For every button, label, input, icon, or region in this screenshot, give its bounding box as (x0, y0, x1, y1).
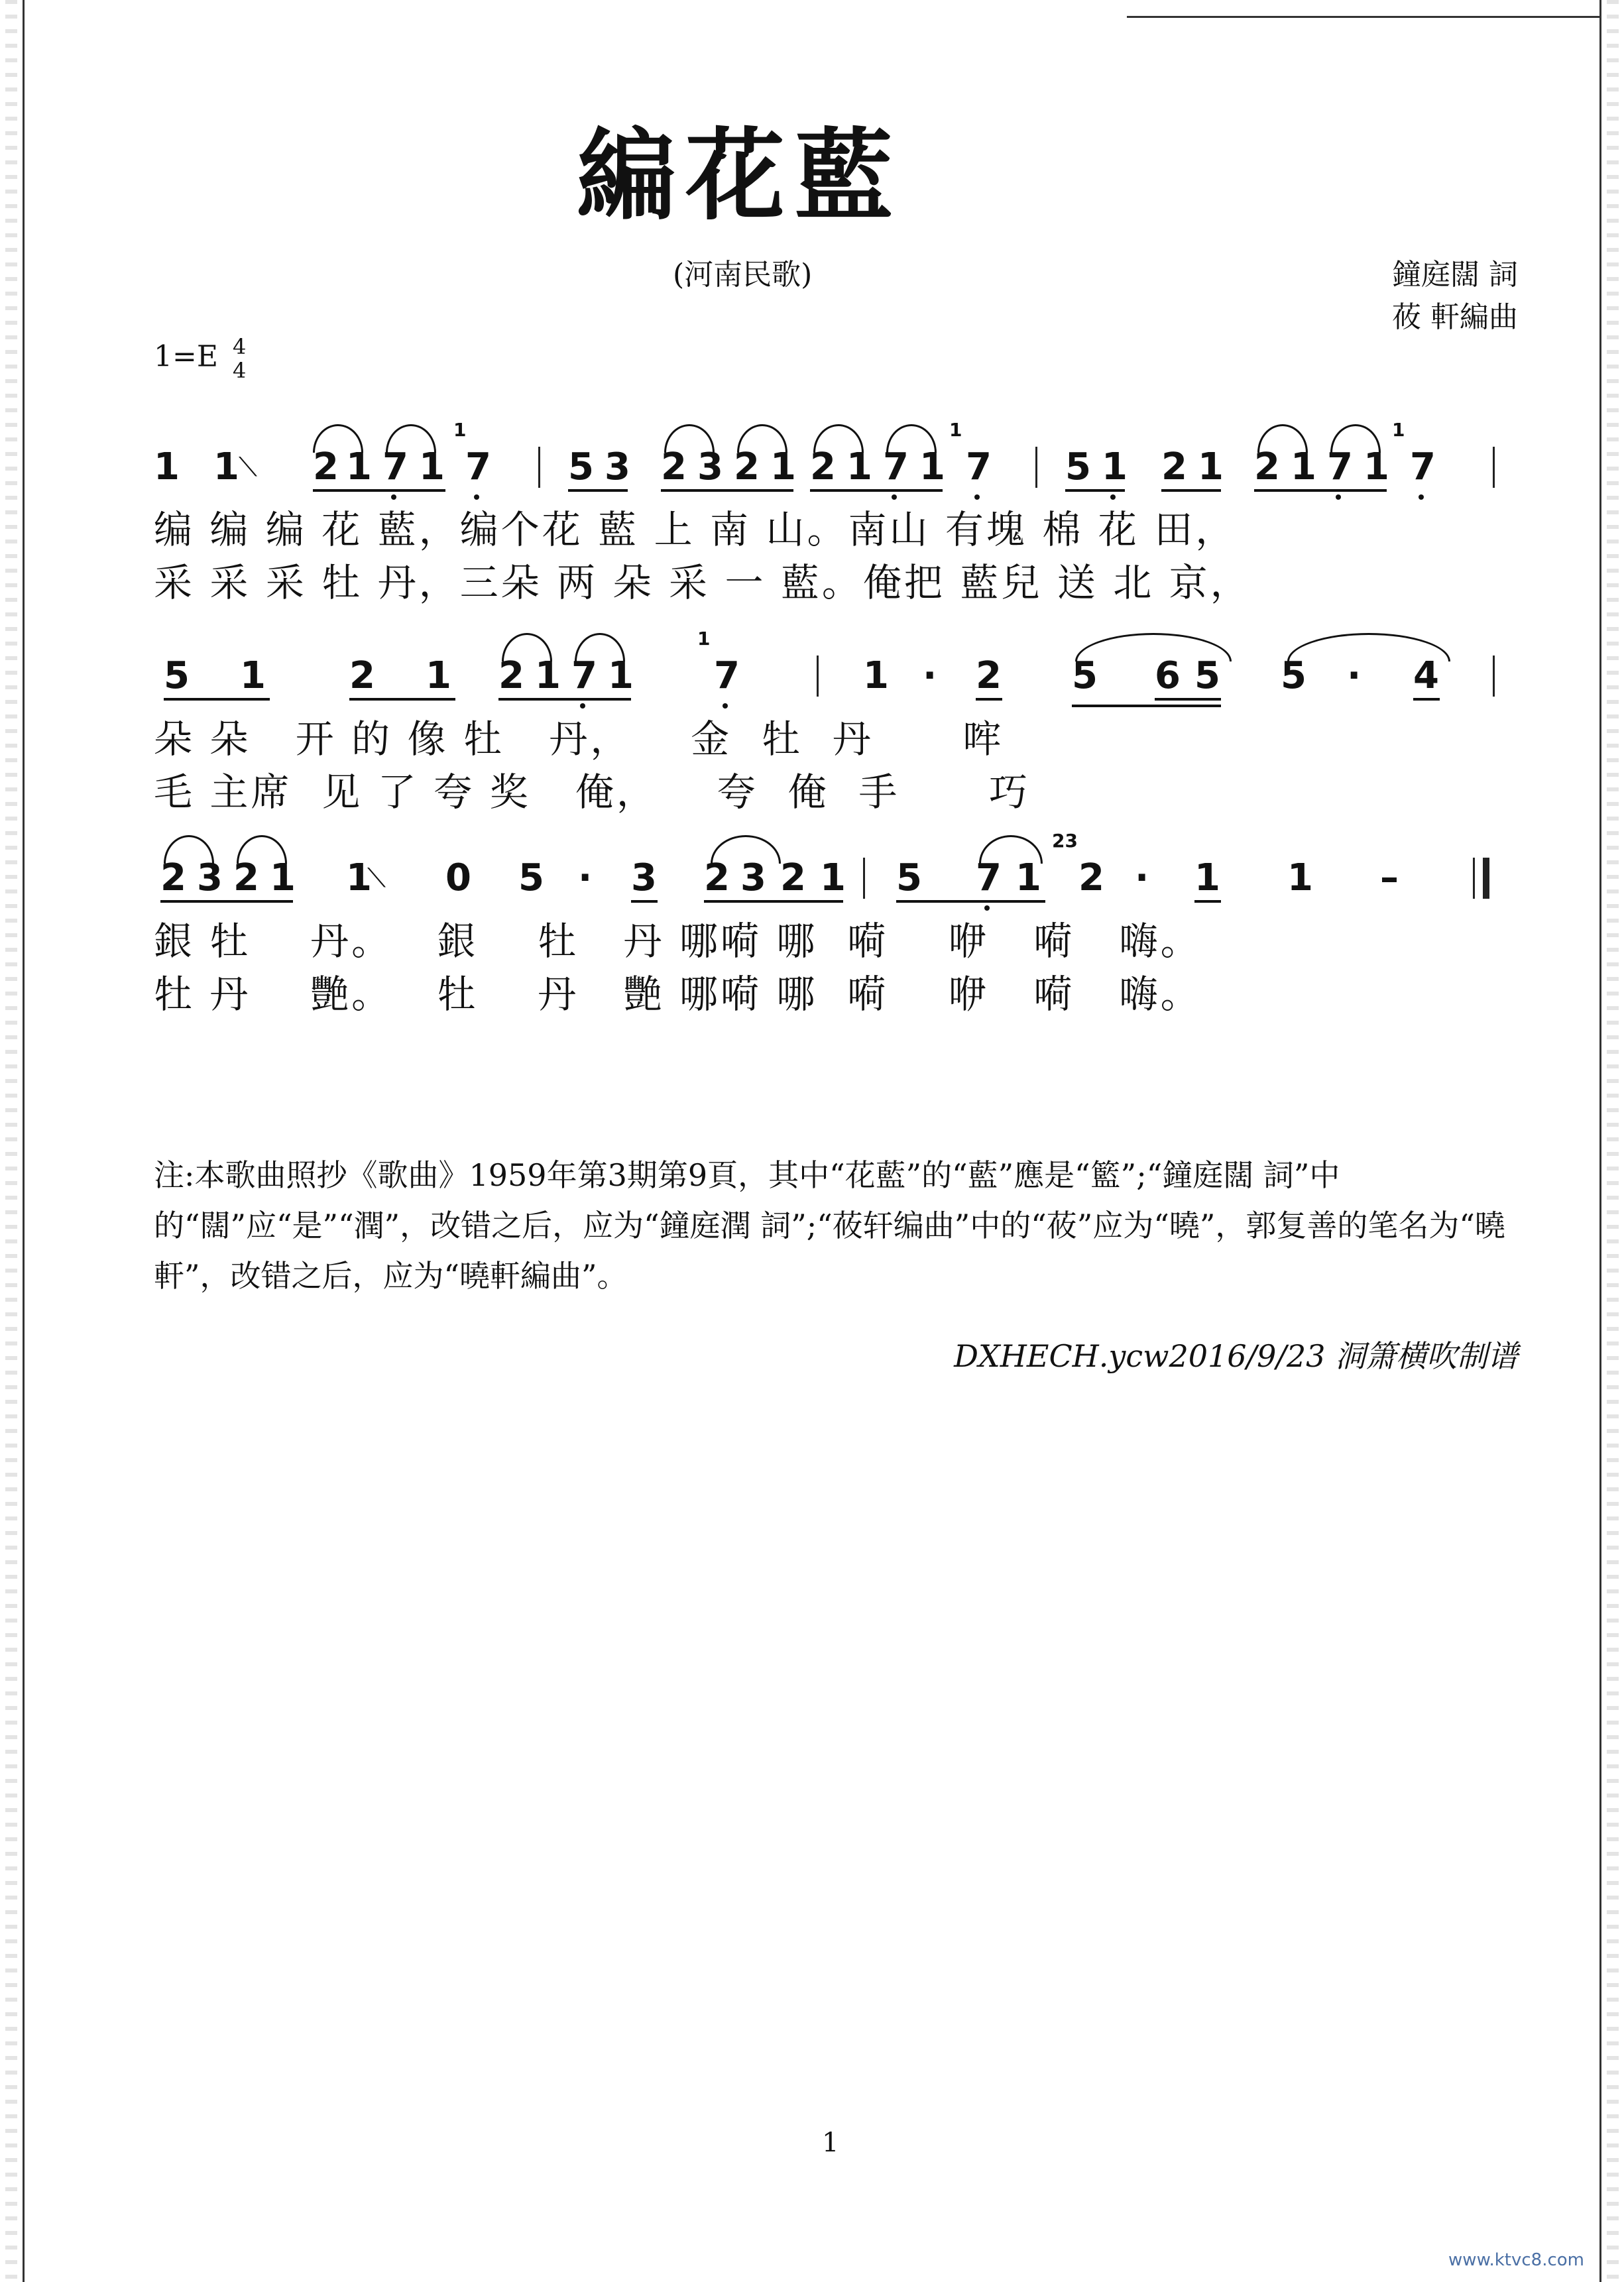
lyrics-line1-verse1: 编 编 编 花 藍，编个花 藍 上 南 山。南山 有塊 棉 花 田， (154, 507, 1237, 552)
footer-credit: DXHECH.ycw2016/9/23 洞箫横吹制谱 (954, 1338, 1518, 1374)
lyricist-credit: 鐘庭闊 詞 (1392, 258, 1518, 292)
watermark: www.ktvc8.com (1448, 2250, 1584, 2270)
song-title: 編花藍 (577, 117, 903, 234)
lyrics-line1-verse2: 采 采 采 牡 丹，三朵 两 朵 采 一 藍。俺把 藍兒 送 北 京， (154, 560, 1251, 605)
score-line-3: 2 3 2 1 1 ⟍ 0 5 · 3 2 3 2 1 5 7 1 23 2 · 1 1 – (154, 855, 1513, 901)
key-signature (154, 335, 246, 382)
lyrics-line3-verse1: 銀 牡 丹。 銀 牡 丹 哪嗬 哪 嗬 咿 嗬 嗨。 (154, 919, 1202, 964)
score-line-1: 1 1 ⟍ 2 1 7 1 1 7 5 3 2 3 2 1 2 1 7 1 1 7 5 1 2 1 2 1 7 1 1 7 (154, 444, 1513, 490)
time-signature (233, 335, 246, 382)
song-subtitle: (河南民歌) (673, 258, 813, 292)
top-rule (1127, 16, 1601, 18)
composer-credit: 莜 軒編曲 (1392, 300, 1518, 334)
key-label: 1=E (154, 339, 218, 374)
time-sig-bottom: 4 (232, 358, 247, 383)
border-line-right (1599, 0, 1601, 2282)
lyrics-line2-verse1: 朵 朵 开 的 像 牡 丹， 金 牡 丹 哰 (154, 716, 1004, 762)
scan-edge-left (5, 0, 17, 2282)
border-line-left (23, 0, 25, 2282)
time-sig-top: 4 (232, 334, 247, 359)
editor-note: 注:本歌曲照抄《歌曲》1959年第3期第9頁，其中“花藍”的“藍”應是“籃”;“鐘庭闊 詞”中的“闊”应“是”“潤”，改错之后，应为“鐘庭潤 詞”;“莜轩编曲”中的“莜”应为“曉”，郭复善的笔名为“曉軒”，改错之后，应为“曉軒編曲”。 (154, 1157, 1505, 1294)
scan-edge-right (1607, 0, 1619, 2282)
page-number: 1 (822, 2128, 839, 2158)
score-line-2: 5 1 2 1 2 1 7 1 1 7 1 · 2 5 6 5 5 · 4 (154, 653, 1513, 699)
lyrics-line2-verse2: 毛 主席 见 了 夸 奖 俺， 夸 俺 手 巧 (154, 770, 1031, 815)
lyrics-line3-verse2: 牡 丹 艷。 牡 丹 艷 哪嗬 哪 嗬 咿 嗬 嗨。 (154, 972, 1202, 1017)
